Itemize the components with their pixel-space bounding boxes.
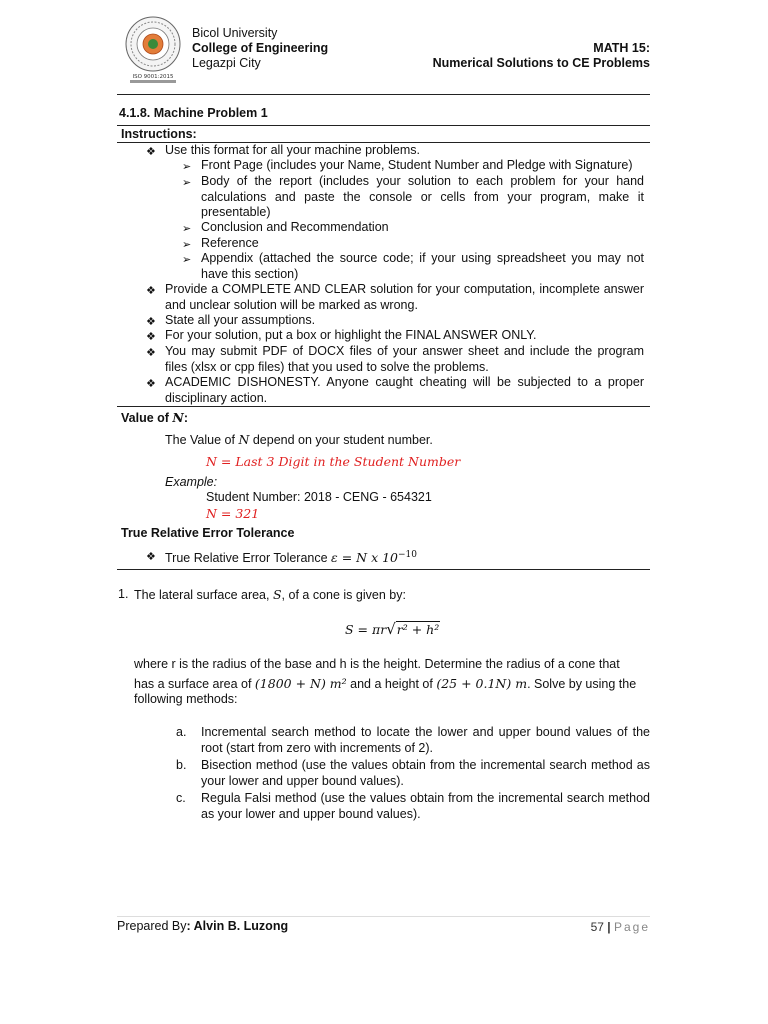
instruction-item: Provide a COMPLETE AND CLEAR solution for your computation, incomplete answer and unclear solution will be marked as wrong. xyxy=(165,282,644,312)
arrow-bullet-icon: ➢ xyxy=(182,254,192,266)
footer-rule xyxy=(117,916,650,917)
instruction-item: ACADEMIC DISHONESTY. Anyone caught cheating will be subjected to a proper disciplinary action. xyxy=(165,375,644,405)
header-course xyxy=(433,41,650,71)
sub-instruction-item: Appendix (attached the source code; if your using spreadsheet you may not have this section) xyxy=(201,251,644,281)
tolerance-text: True Relative Error Tolerance ε = N x $10^{-10}$ xyxy=(165,550,418,566)
instruction-item: State all your assumptions. xyxy=(165,313,316,327)
arrow-bullet-icon: ➢ xyxy=(182,239,192,251)
problem-paragraph-line2: has a surface area of (1800 + N) m² and a height of (25 + 0.1N) m. Solve by using the xyxy=(134,676,637,691)
course-title: Numerical Solutions to CE Problems xyxy=(432,56,650,70)
sub-instruction-item: Reference xyxy=(201,236,259,250)
instructions-label: Instructions: xyxy=(121,127,197,141)
university-name: Bicol University xyxy=(192,26,278,40)
diamond-bullet-icon: ❖ xyxy=(146,551,156,563)
diamond-bullet-icon: ❖ xyxy=(146,316,156,328)
page-number: 57 | Page xyxy=(590,920,650,934)
city-name: Legazpi City xyxy=(192,56,261,70)
example-label: Example: xyxy=(165,475,218,489)
example-n-value: N = 321 xyxy=(206,506,260,521)
svg-text:ISO 9001:2015: ISO 9001:2015 xyxy=(132,74,174,80)
instructions-bottom-rule xyxy=(117,406,650,407)
instruction-item: Use this format for all your machine problems. xyxy=(165,143,420,157)
diamond-bullet-icon: ❖ xyxy=(146,347,156,359)
problem-paragraph-line3: following methods: xyxy=(134,692,238,706)
method-label: b. xyxy=(176,758,187,772)
sub-instruction-item: Body of the report (includes your solution to each problem for your hand calculations and paste the console or cells from your program, make it presentable) xyxy=(201,174,644,219)
tolerance-title: True Relative Error Tolerance xyxy=(121,526,295,540)
instruction-item: For your solution, put a box or highlight the FINAL ANSWER ONLY. xyxy=(165,328,537,342)
method-label: c. xyxy=(176,791,186,805)
college-name: College of Engineering xyxy=(192,41,329,55)
university-seal-logo xyxy=(118,14,188,86)
section-title: 4.1.8. Machine Problem 1 xyxy=(119,106,268,120)
sub-instruction-item: Front Page (includes your Name, Student Number and Pledge with Signature) xyxy=(201,158,633,172)
arrow-bullet-icon: ➢ xyxy=(182,223,192,235)
course-code: MATH 15: xyxy=(593,41,650,55)
arrow-bullet-icon: ➢ xyxy=(182,177,192,189)
arrow-bullet-icon: ➢ xyxy=(182,161,192,173)
cone-area-formula: S = πr√r² + h² xyxy=(345,620,440,638)
problem-intro: The lateral surface area, S, of a cone is given by: xyxy=(134,587,406,602)
header-institution xyxy=(192,26,328,71)
tolerance-bottom-rule xyxy=(117,569,650,570)
method-item: Bisection method (use the values obtain from the incremental search method as your lower and upper bound values). xyxy=(201,758,650,788)
instruction-item: You may submit PDF of DOCX files of your answer sheet and include the program files (xlsx or cpp files) that you used to solve the problems. xyxy=(165,344,644,374)
value-n-formula: N = Last 3 Digit in the Student Number xyxy=(206,454,461,469)
value-n-label: Value of N: xyxy=(121,410,189,425)
sub-instruction-item: Conclusion and Recommendation xyxy=(201,220,389,234)
footer-prepared-by: Prepared By: Alvin B. Luzong xyxy=(117,919,289,933)
problem-number: 1. xyxy=(118,587,129,601)
instructions-top-rule xyxy=(117,125,650,126)
diamond-bullet-icon: ❖ xyxy=(146,331,156,343)
method-item: Regula Falsi method (use the values obtain from the incremental search method as your lower and upper bound values). xyxy=(201,791,650,821)
problem-paragraph-line1: where r is the radius of the base and h is the height. Determine the radius of a cone that xyxy=(134,657,620,671)
value-n-text: The Value of N depend on your student number. xyxy=(165,432,433,447)
diamond-bullet-icon: ❖ xyxy=(146,285,156,297)
diamond-bullet-icon: ❖ xyxy=(146,378,156,390)
header-divider xyxy=(117,94,650,95)
example-student-number: Student Number: 2018 - CENG - 654321 xyxy=(206,490,432,504)
diamond-bullet-icon: ❖ xyxy=(146,146,156,158)
method-item: Incremental search method to locate the lower and upper bound values of the root (start from zero with increments of 2). xyxy=(201,725,650,755)
method-label: a. xyxy=(176,725,187,739)
